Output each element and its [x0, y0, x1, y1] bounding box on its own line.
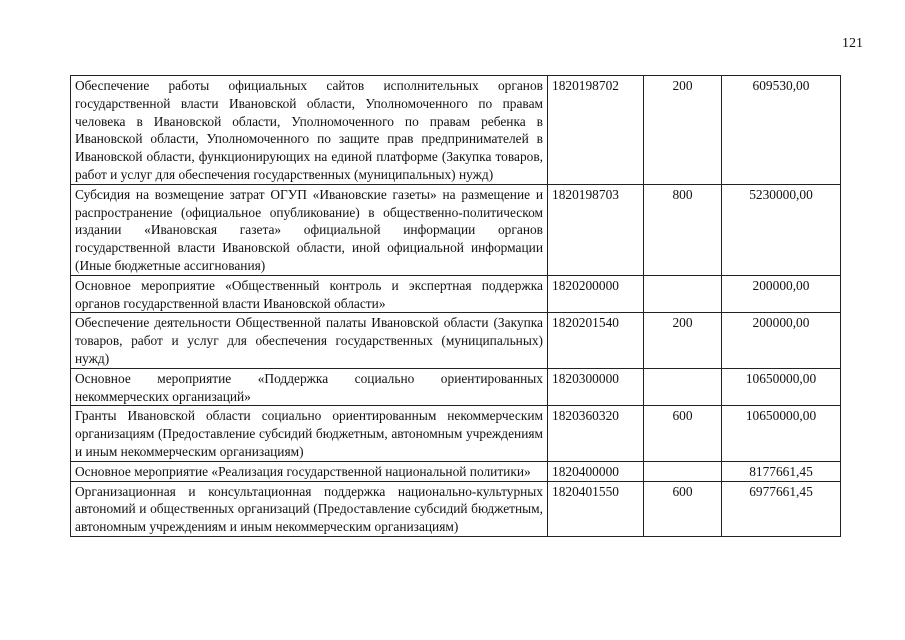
row-amount: 609530,00: [722, 76, 841, 185]
page-number: 121: [842, 36, 863, 51]
row-description: Основное мероприятие «Реализация государственной национальной политики»: [71, 461, 548, 481]
row-expense-type: 600: [644, 481, 722, 536]
table-row: [71, 313, 841, 368]
row-description: Основное мероприятие «Общественный контроль и экспертная поддержка органов государственной власти Ивановской области»: [71, 275, 548, 313]
row-amount: 6977661,45: [722, 481, 841, 536]
row-target-code: 1820200000: [548, 275, 644, 313]
row-expense-type: 200: [644, 313, 722, 368]
row-expense-type: 200: [644, 76, 722, 185]
row-target-code: 1820198703: [548, 184, 644, 275]
row-target-code: 1820400000: [548, 461, 644, 481]
row-expense-type: [644, 461, 722, 481]
budget-table: [70, 75, 841, 537]
row-target-code: 1820201540: [548, 313, 644, 368]
row-expense-type: 800: [644, 184, 722, 275]
row-expense-type: [644, 368, 722, 406]
budget-table-body: [71, 76, 841, 537]
row-amount: 8177661,45: [722, 461, 841, 481]
row-description: Обеспечение деятельности Общественной палаты Ивановской области (Закупка товаров, работ и услуг для обеспечения государственных (муниципальных) нужд): [71, 313, 548, 368]
table-row: [71, 461, 841, 481]
row-target-code: 1820198702: [548, 76, 644, 185]
row-amount: 10650000,00: [722, 368, 841, 406]
row-amount: 10650000,00: [722, 406, 841, 461]
row-amount: 200000,00: [722, 275, 841, 313]
table-row: [71, 275, 841, 313]
row-description: Гранты Ивановской области социально ориентированным некоммерческим организациям (Предоставление субсидий бюджетным, автономным учреждениям и иным некоммерческим организациям): [71, 406, 548, 461]
table-row: [71, 481, 841, 536]
row-target-code: 1820360320: [548, 406, 644, 461]
row-expense-type: 600: [644, 406, 722, 461]
row-amount: 200000,00: [722, 313, 841, 368]
table-row: [71, 184, 841, 275]
row-target-code: 1820401550: [548, 481, 644, 536]
row-description: Субсидия на возмещение затрат ОГУП «Ивановские газеты» на размещение и распространение (официальное опубликование) в общественно-политическом издании «Ивановская газета» официальной информации органов государственной власти Ивановской области, иной официальной информации (Иные бюджетные ассигнования): [71, 184, 548, 275]
table-row: [71, 368, 841, 406]
table-row: [71, 406, 841, 461]
row-description: Обеспечение работы официальных сайтов исполнительных органов государственной власти Ивановской области, Уполномоченного по правам человека в Ивановской области, Уполномоченного по правам ребенка в Ивановской области, Уполномоченного по защите прав предпринимателей в Ивановской области, функционирующих на единой платформе (Закупка товаров, работ и услуг для обеспечения государственных (муниципальных) нужд): [71, 76, 548, 185]
row-target-code: 1820300000: [548, 368, 644, 406]
row-description: Основное мероприятие «Поддержка социально ориентированных некоммерческих организаций»: [71, 368, 548, 406]
row-expense-type: [644, 275, 722, 313]
row-description: Организационная и консультационная поддержка национально-культурных автономий и общественных организаций (Предоставление субсидий бюджетным, автономным учреждениям и иным некоммерческим организациям): [71, 481, 548, 536]
table-row: [71, 76, 841, 185]
row-amount: 5230000,00: [722, 184, 841, 275]
